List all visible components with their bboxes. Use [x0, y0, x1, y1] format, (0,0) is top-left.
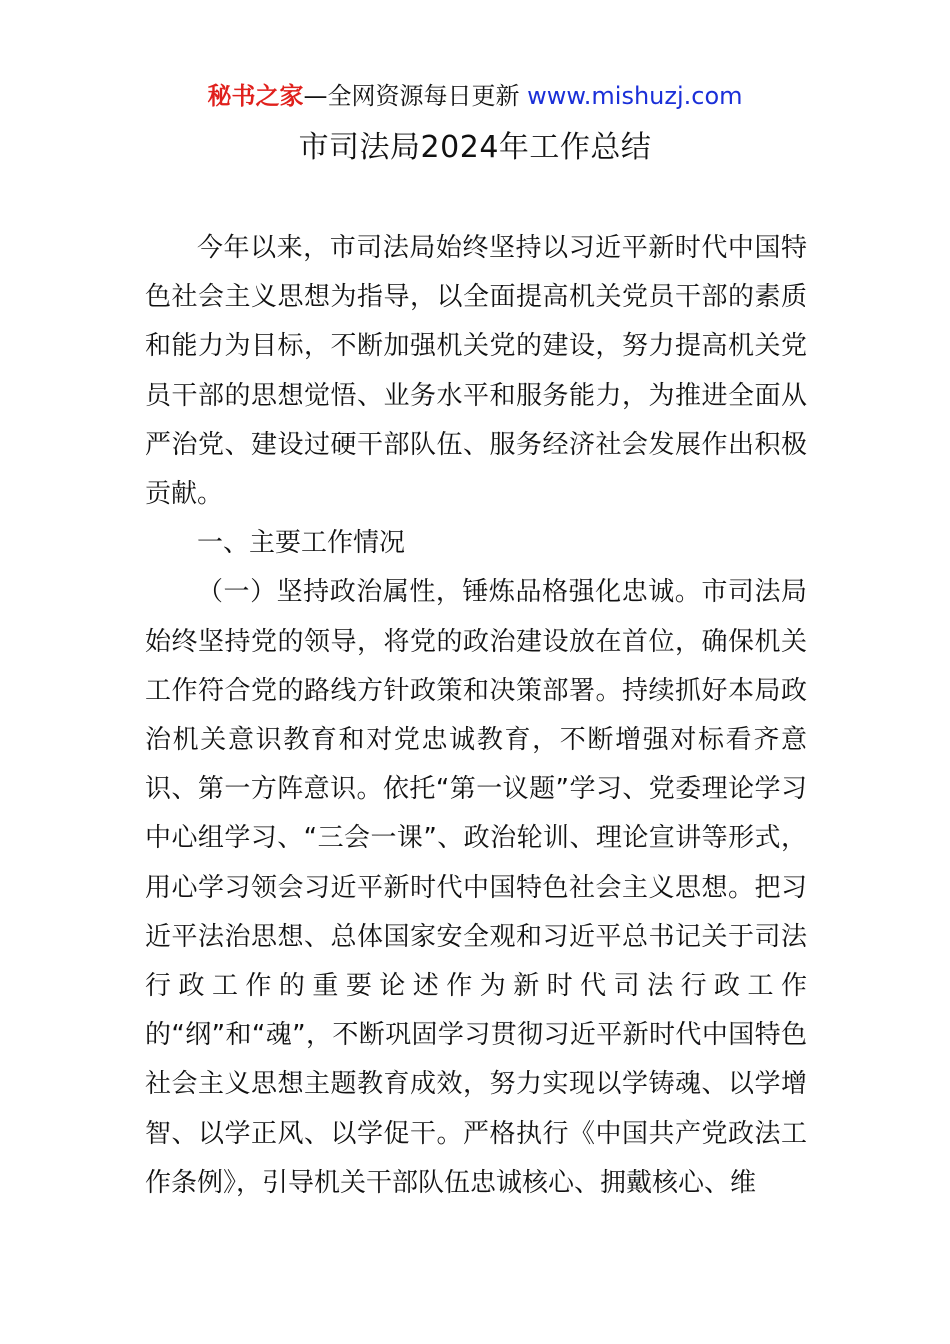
site-banner	[0, 80, 950, 112]
section-heading: 一、主要工作情况	[197, 528, 406, 559]
document-title: 市司法局2024年工作总结	[298, 130, 652, 165]
site-brand: 秘书之家	[207, 82, 304, 110]
subsection-paragraph: （一）坚持政治属性，锤炼品格强化忠诚。市司法局始终坚持党的领导，将党的政治建设放在首位，确保机关工作符合党的路线方针政策和决策部署。持续抓好本局政治机关意识教育和对党忠诚教育，不断增强对标看齐意识、第一方阵意识。依托“第一议题”学习、党委理论学习中心组学习、“三会一课”、政治轮训、理论宣讲等形式，用心学习领会习近平新时代中国特色社会主义思想。把习近平法治思想、总体国家安全观和习近平总书记关于司法行政工作的重要论述作为新时代司法行政工作的“纲”和“魂”，不断巩固学习贯彻习近平新时代中国特色社会主义思想主题教育成效，努力实现以学铸魂、以学增智、以学正风、以学促干。严格执行《中国共产党政法工作条例》，引导机关干部队伍忠诚核心、拥戴核心、维	[145, 577, 807, 1198]
intro-paragraph: 今年以来，市司法局始终坚持以习近平新时代中国特色社会主义思想为指导，以全面提高机关党员干部的素质和能力为目标，不断加强机关党的建设，努力提高机关党员干部的思想觉悟、业务水平和服务能力，为推进全面从严治党、建设过硬干部队伍、服务经济社会发展作出积极贡献。	[145, 233, 807, 510]
document-body	[145, 224, 807, 1208]
site-tagline: —全网资源每日更新	[303, 82, 528, 110]
site-url-link[interactable]: www.mishuzj.com	[527, 82, 743, 110]
